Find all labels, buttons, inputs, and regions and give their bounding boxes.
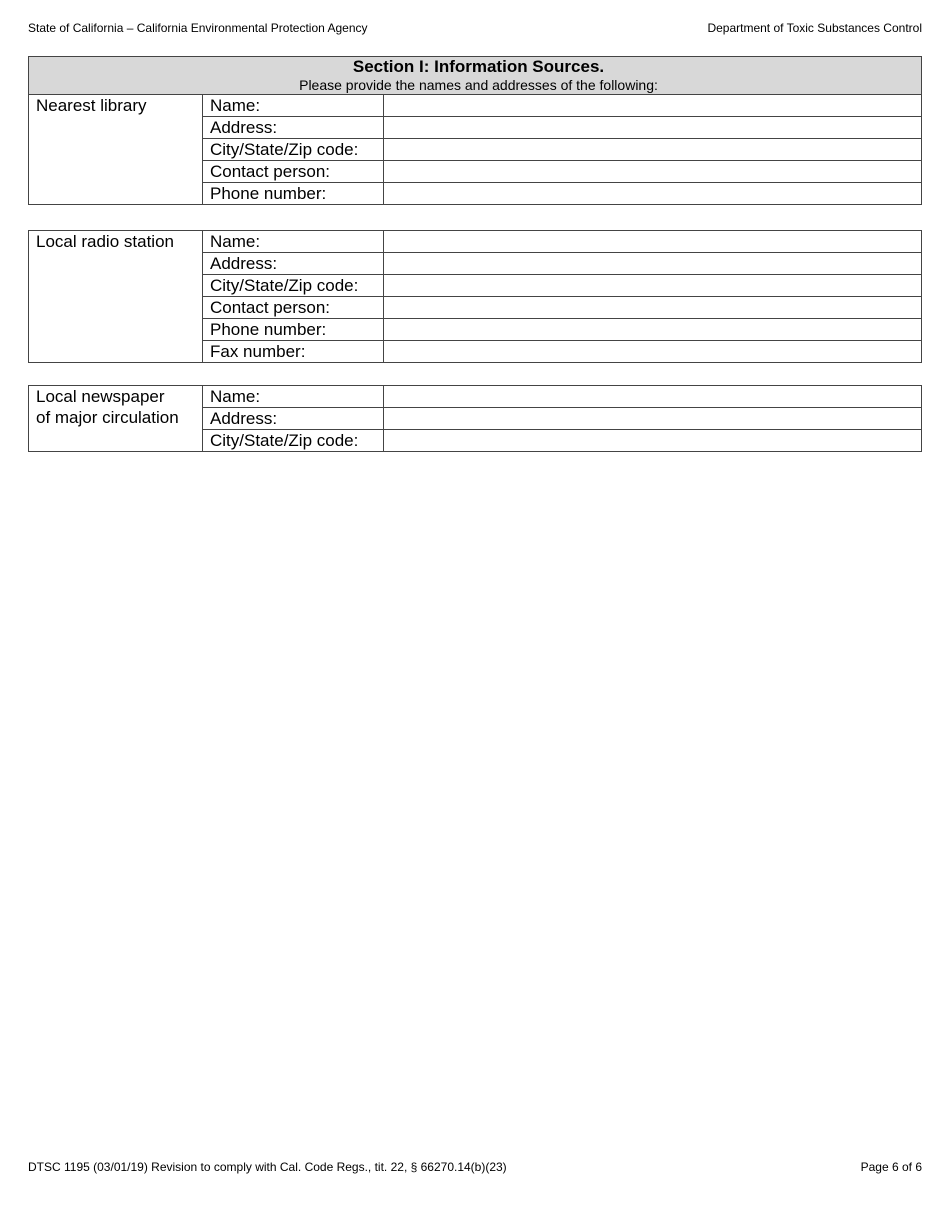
library-address-field[interactable] bbox=[384, 117, 922, 139]
newspaper-label bbox=[29, 386, 203, 452]
field-label: City/State/Zip code: bbox=[203, 430, 384, 452]
field-label: Contact person: bbox=[203, 297, 384, 319]
field-label: Address: bbox=[203, 253, 384, 275]
radio-city-state-zip-field[interactable] bbox=[384, 275, 922, 297]
field-label: Name: bbox=[203, 231, 384, 253]
radio-fax-number-field[interactable] bbox=[384, 341, 922, 363]
newspaper-label-line2: of major circulation bbox=[36, 408, 179, 427]
library-label: Nearest library bbox=[29, 95, 203, 205]
library-city-state-zip-field[interactable] bbox=[384, 139, 922, 161]
section-subtitle: Please provide the names and addresses of the following: bbox=[299, 77, 658, 93]
table-row bbox=[29, 386, 922, 408]
page-header bbox=[28, 20, 922, 36]
field-label: Name: bbox=[203, 386, 384, 408]
newspaper-table bbox=[28, 385, 922, 452]
section-title: Section I: Information Sources. bbox=[352, 57, 605, 76]
newspaper-city-state-zip-field[interactable] bbox=[384, 430, 922, 452]
page-footer bbox=[28, 1159, 922, 1175]
library-name-field[interactable] bbox=[384, 95, 922, 117]
radio-name-field[interactable] bbox=[384, 231, 922, 253]
field-label: Fax number: bbox=[203, 341, 384, 363]
field-label: Phone number: bbox=[203, 319, 384, 341]
field-label: Address: bbox=[203, 117, 384, 139]
field-label: Address: bbox=[203, 408, 384, 430]
field-label: City/State/Zip code: bbox=[203, 275, 384, 297]
department-name: Department of Toxic Substances Control bbox=[707, 21, 922, 35]
library-table bbox=[28, 56, 922, 205]
radio-label: Local radio station bbox=[29, 231, 203, 363]
section-header bbox=[29, 57, 922, 95]
radio-address-field[interactable] bbox=[384, 253, 922, 275]
library-contact-person-field[interactable] bbox=[384, 161, 922, 183]
field-label: Phone number: bbox=[203, 183, 384, 205]
newspaper-name-field[interactable] bbox=[384, 386, 922, 408]
library-phone-number-field[interactable] bbox=[384, 183, 922, 205]
form-revision-note: DTSC 1195 (03/01/19) Revision to comply with Cal. Code Regs., tit. 22, § 66270.14(b)(23) bbox=[28, 1160, 507, 1174]
radio-phone-number-field[interactable] bbox=[384, 319, 922, 341]
table-row bbox=[29, 95, 922, 117]
page-number: Page 6 of 6 bbox=[860, 1160, 922, 1174]
radio-table bbox=[28, 230, 922, 363]
newspaper-label-line1: Local newspaper bbox=[36, 387, 165, 406]
radio-contact-person-field[interactable] bbox=[384, 297, 922, 319]
section-header-row bbox=[29, 57, 922, 95]
field-label: Contact person: bbox=[203, 161, 384, 183]
field-label: Name: bbox=[203, 95, 384, 117]
agency-name: State of California – California Environmental Protection Agency bbox=[28, 21, 368, 35]
field-label: City/State/Zip code: bbox=[203, 139, 384, 161]
table-row bbox=[29, 231, 922, 253]
newspaper-address-field[interactable] bbox=[384, 408, 922, 430]
